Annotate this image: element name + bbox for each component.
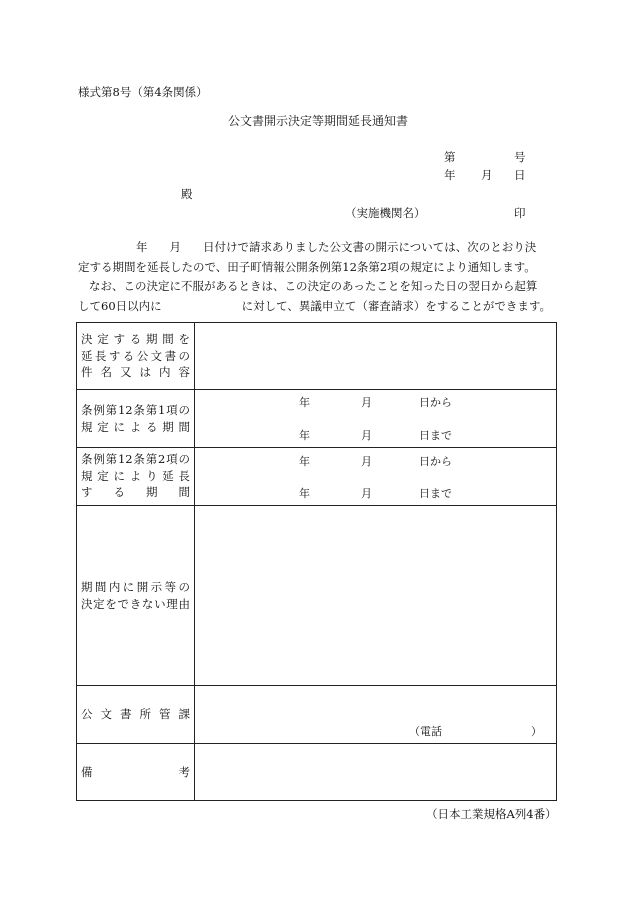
document-title: 公文書開示決定等期間延長通知書	[228, 114, 409, 128]
date-day: 日	[514, 168, 526, 182]
body-line-2: 定する期間を延長したので、田子町情報公開条例第12条第2項の規定により通知します。	[78, 259, 536, 274]
form-number: 様式第8号（第4条関係）	[78, 85, 208, 99]
field-article12-2-extension[interactable]: 年 月 日から 年 月 日まで	[195, 448, 557, 506]
number-dai: 第	[444, 150, 456, 164]
field-remarks[interactable]	[195, 744, 557, 801]
field-delay-reason[interactable]	[195, 506, 557, 686]
notice-form-table	[76, 322, 557, 801]
body-month: 月	[169, 240, 181, 254]
label-article12-1-period: 条例第12条第1項の 規定による期間	[77, 390, 195, 448]
number-go: 号	[514, 150, 526, 164]
body-line-4: して60日以内に に対して、異議申立て（審査請求）をすることができます。	[78, 298, 551, 313]
body-line-3: なお、この決定に不服があるときは、この決定のあったことを知った日の翌日から起算	[89, 279, 538, 293]
addressee-dono: 殿	[181, 187, 193, 201]
row-article12-2-extension	[77, 448, 557, 506]
row-document-subject	[77, 323, 557, 390]
label-delay-reason: 期間内に開示等の 決定をできない理由	[77, 506, 195, 686]
label-document-subject: 決定する期間を 延長する公文書の 件名又は内容	[77, 323, 195, 390]
body-year: 年	[136, 240, 148, 254]
phone-close: ）	[531, 725, 542, 738]
date-month: 月	[481, 168, 493, 182]
label-article12-2-extension: 条例第12条第2項の 規定により延長 する期間	[77, 448, 195, 506]
phone-label: （電話	[409, 725, 442, 738]
row-article12-1-period	[77, 390, 557, 448]
agency-name-label: （実施機関名）	[345, 206, 426, 220]
body-line-1-rest: 日付けで請求ありました公文書の開示については、次のとおり決	[203, 240, 537, 254]
row-responsible-division	[77, 686, 557, 744]
label-responsible-division: 公文書所管課	[77, 686, 195, 744]
paper-size-note: （日本工業規格A列4番）	[426, 807, 557, 821]
row-delay-reason	[77, 506, 557, 686]
date-year: 年	[444, 168, 456, 182]
field-responsible-division[interactable]	[195, 686, 557, 744]
label-remarks: 備考	[77, 744, 195, 801]
row-remarks	[77, 744, 557, 801]
field-article12-1-period[interactable]: 年 月 日から 年 月 日まで	[195, 390, 557, 448]
body-line-1	[78, 238, 554, 258]
body-text	[78, 238, 554, 316]
field-document-subject[interactable]	[195, 323, 557, 390]
seal-mark: 印	[514, 206, 526, 220]
